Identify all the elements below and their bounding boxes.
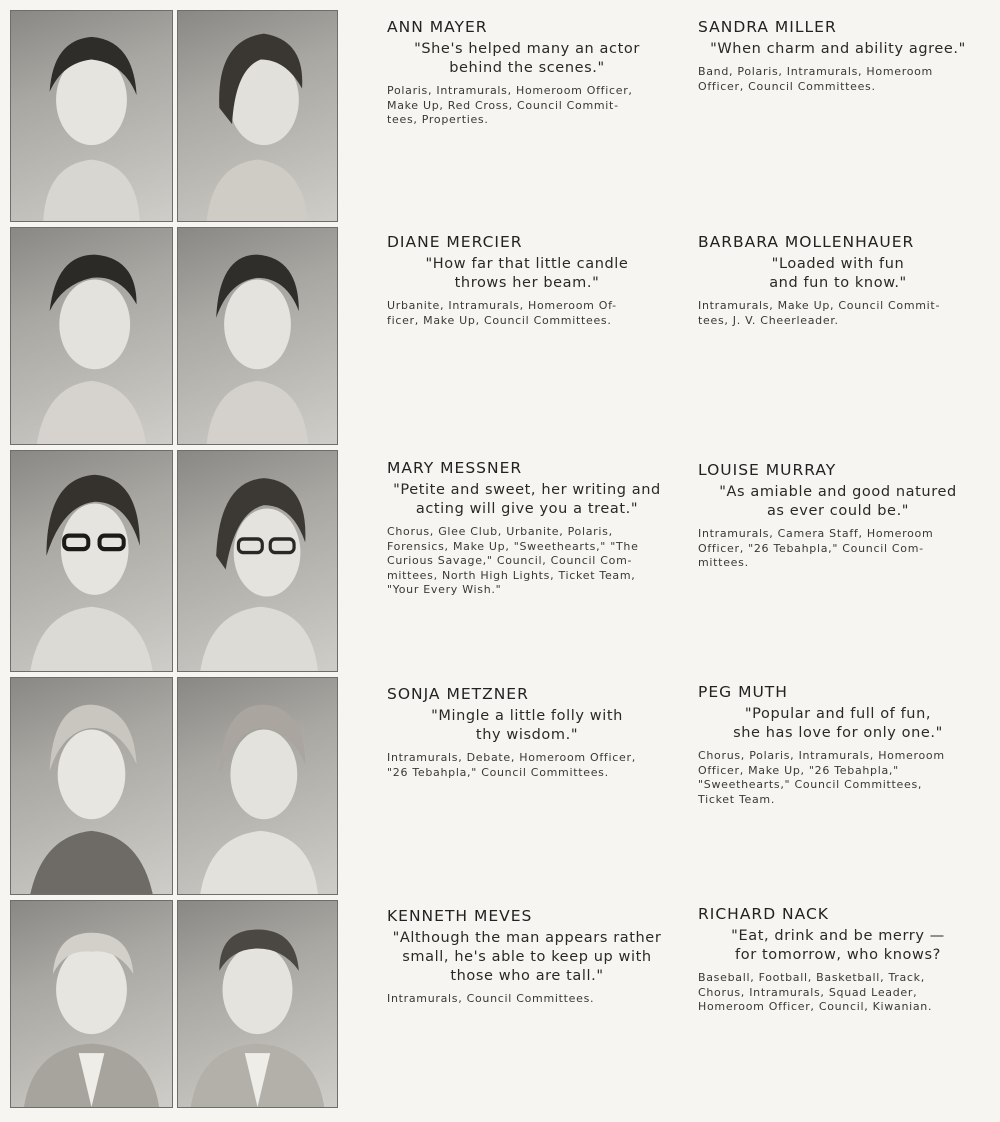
student-name: LOUISE MURRAY [698, 461, 837, 479]
portrait-photo-barbara-mollenhauer [177, 227, 338, 445]
entry-peg-muth [698, 683, 978, 807]
student-quote: "Eat, drink and be merry — for tomorrow, who knows? [731, 928, 945, 963]
entry-louise-murray [698, 461, 978, 571]
entry-kenneth-meves [387, 907, 667, 1007]
portrait-photo-richard-nack [177, 900, 338, 1108]
student-name: KENNETH MEVES [387, 907, 533, 925]
portrait-photo-peg-muth [177, 677, 338, 895]
student-name: BARBARA MOLLENHAUER [698, 233, 915, 251]
student-quote: "Although the man appears rather small, he's able to keep up with those who are tall." [392, 930, 662, 984]
student-name: PEG MUTH [698, 683, 788, 701]
student-quote: "Mingle a little folly with thy wisdom." [431, 708, 623, 743]
student-activities: Intramurals, Debate, Homeroom Officer, "26 Tebahpla," Council Committees. [387, 751, 636, 779]
portrait-photo-kenneth-meves [10, 900, 173, 1108]
student-activities: Intramurals, Camera Staff, Homeroom Officer, "26 Tebahpla," Council Com- mittees. [698, 527, 934, 569]
student-name: DIANE MERCIER [387, 233, 523, 251]
portrait-photo-louise-murray [177, 450, 338, 672]
student-quote: "Petite and sweet, her writing and acting will give you a treat." [393, 482, 661, 517]
student-activities: Chorus, Polaris, Intramurals, Homeroom Officer, Make Up, "26 Tebahpla," "Sweethearts," Council Committees, Ticket Team. [698, 749, 945, 806]
portrait-photo-diane-mercier [10, 227, 173, 445]
student-activities: Polaris, Intramurals, Homeroom Officer, Make Up, Red Cross, Council Commit- tees, Properties. [387, 84, 633, 126]
student-quote: "When charm and ability agree." [710, 41, 966, 57]
student-activities: Baseball, Football, Basketball, Track, Chorus, Intramurals, Squad Leader, Homeroom Officer, Council, Kiwanian. [698, 971, 933, 1013]
portrait-photo-ann-mayer [10, 10, 173, 222]
student-quote: "How far that little candle throws her beam." [425, 256, 629, 291]
student-activities: Chorus, Glee Club, Urbanite, Polaris, Forensics, Make Up, "Sweethearts," "The Curious Savage," Council, Council Com- mittees, North High Lights, Ticket Team, "Your Every Wish." [387, 525, 639, 596]
student-quote: "Popular and full of fun, she has love for only one." [733, 706, 943, 741]
portrait-photo-sonja-metzner [10, 677, 173, 895]
student-name: MARY MESSNER [387, 459, 523, 477]
student-name: RICHARD NACK [698, 905, 829, 923]
student-activities: Intramurals, Council Committees. [387, 992, 595, 1005]
student-activities: Band, Polaris, Intramurals, Homeroom Officer, Council Committees. [698, 65, 933, 93]
entry-sonja-metzner [387, 685, 667, 780]
student-name: SONJA METZNER [387, 685, 529, 703]
student-activities: Intramurals, Make Up, Council Commit- tees, J. V. Cheerleader. [698, 299, 941, 327]
student-quote: "Loaded with fun and fun to know." [769, 256, 907, 291]
entry-richard-nack [698, 905, 978, 1015]
entry-ann-mayer [387, 18, 667, 128]
entry-sandra-miller [698, 18, 978, 94]
student-quote: "As amiable and good natured as ever could be." [719, 484, 957, 519]
portrait-photo-sandra-miller [177, 10, 338, 222]
student-name: ANN MAYER [387, 18, 488, 36]
student-name: SANDRA MILLER [698, 18, 837, 36]
portrait-photo-mary-messner [10, 450, 173, 672]
student-activities: Urbanite, Intramurals, Homeroom Of- ficer, Make Up, Council Committees. [387, 299, 617, 327]
entry-mary-messner [387, 459, 667, 598]
entry-diane-mercier [387, 233, 667, 328]
student-quote: "She's helped many an actor behind the scenes." [414, 41, 640, 76]
entry-barbara-mollenhauer [698, 233, 978, 328]
